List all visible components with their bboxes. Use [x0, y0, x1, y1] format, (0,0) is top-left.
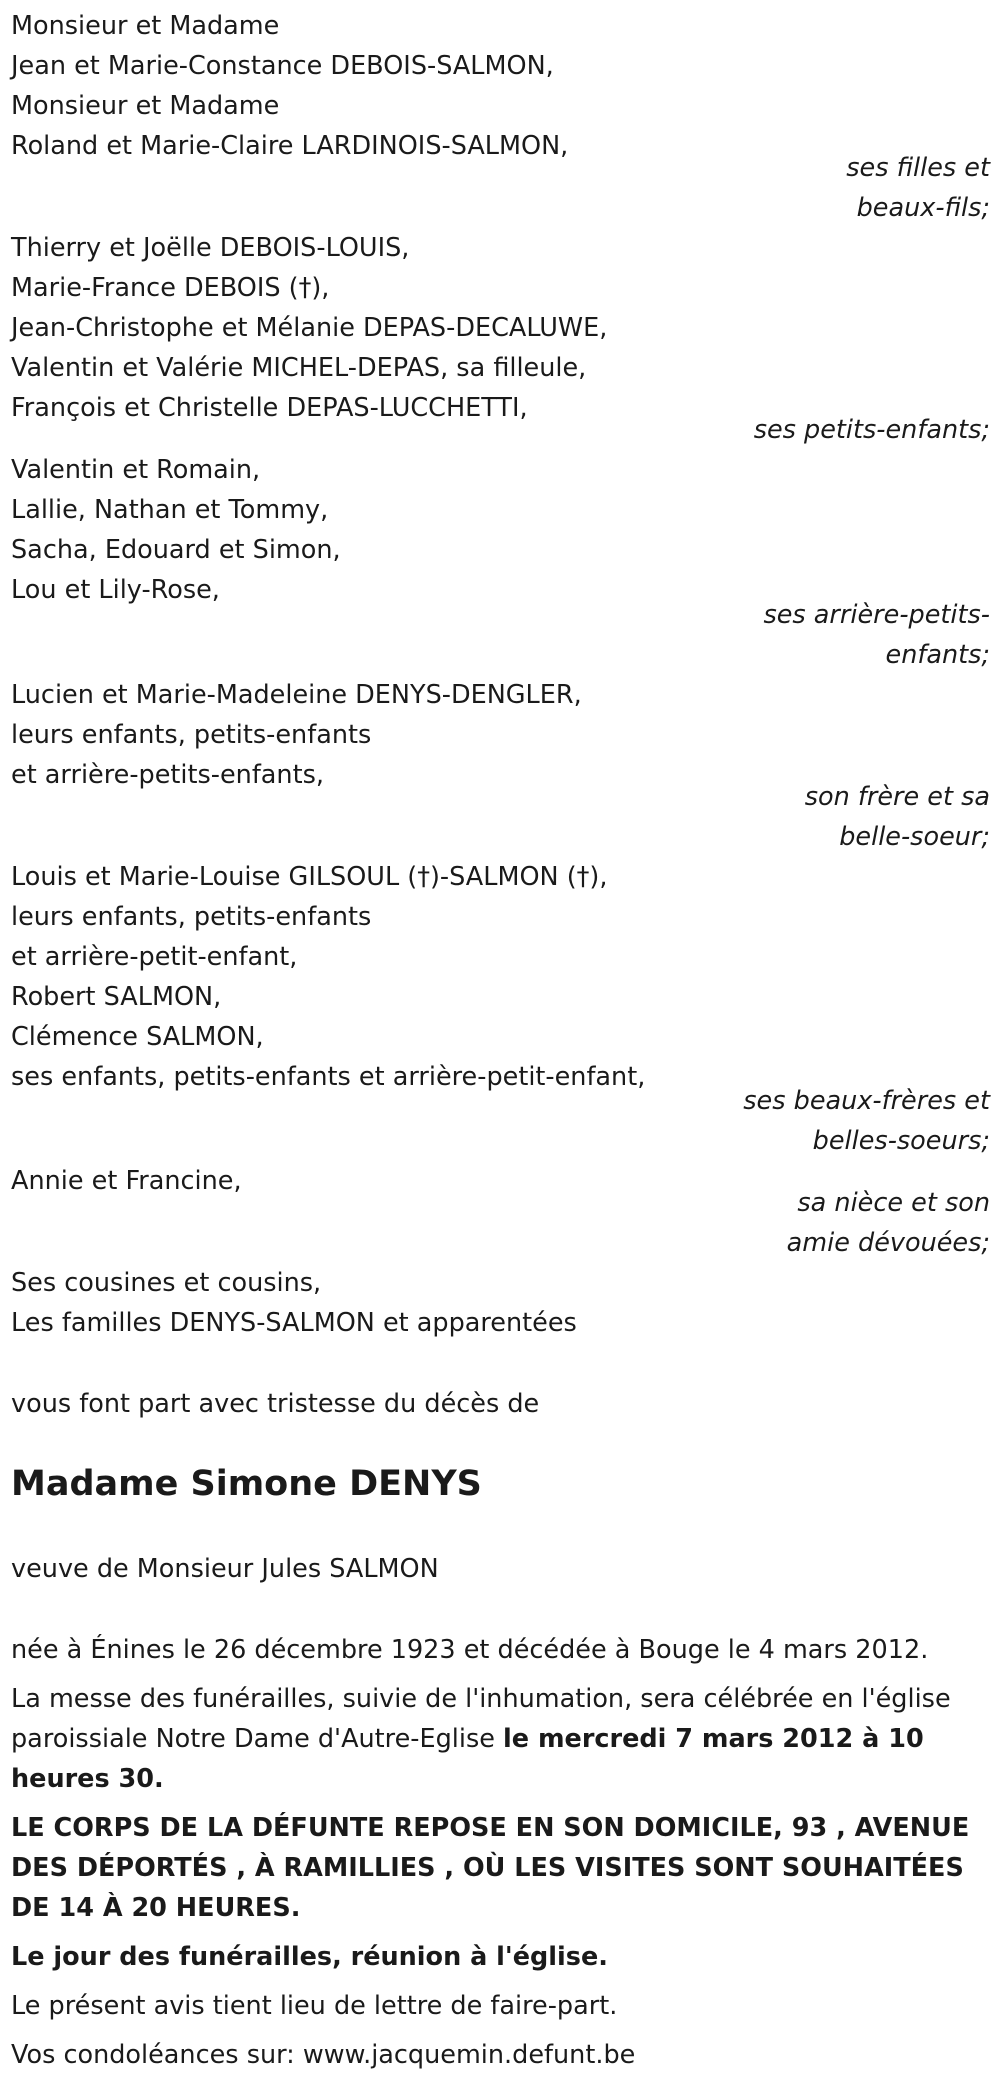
family-name-line: Valentin et Valérie MICHEL-DEPAS, sa filleule, — [11, 353, 587, 383]
family-name-line: et arrière-petit-enfant, — [11, 942, 298, 972]
relation-label-brother: son frère et sa belle-soeur; — [804, 782, 990, 852]
funeral-day-text: Le jour des funérailles, réunion à l'église. — [11, 1942, 608, 1972]
notice-text: Le présent avis tient lieu de lettre de faire-part. — [11, 1991, 618, 2021]
family-name-line: Annie et Francine, — [11, 1166, 242, 1196]
family-name-line: ses enfants, petits-enfants et arrière-petit-enfant, — [11, 1062, 646, 1092]
family-name-line: Lucien et Marie-Madeleine DENYS-DENGLER, — [11, 680, 582, 710]
family-name-line: Robert SALMON, — [11, 982, 222, 1012]
family-name-line: Ses cousines et cousins, — [11, 1268, 322, 1298]
family-group-cousins — [11, 1263, 577, 1343]
family-name-line: Valentin et Romain, — [11, 455, 261, 485]
family-name-line: leurs enfants, petits-enfants — [11, 902, 372, 932]
family-name-line: Thierry et Joëlle DEBOIS-LOUIS, — [11, 233, 410, 263]
family-name-line: leurs enfants, petits-enfants — [11, 720, 372, 750]
family-group-great-grandchildren — [11, 450, 341, 610]
body-repose-text: LE CORPS DE LA DÉFUNTE REPOSE EN SON DOMICILE, 93 , AVENUE DES DÉPORTÉS , À RAMILLIES , OÙ LES VISITES SONT SOUHAITÉES DE 14 À 20 HEURES. — [11, 1813, 970, 1923]
funeral-details — [11, 1630, 986, 2075]
family-group-grandchildren — [11, 228, 607, 428]
family-name-line: Les familles DENYS-SALMON et apparentées — [11, 1308, 577, 1338]
mass-text — [11, 1679, 986, 1799]
relation-label-in-laws: ses beaux-frères et belles-soeurs; — [743, 1086, 990, 1156]
family-name-line: François et Christelle DEPAS-LUCCHETTI, — [11, 393, 528, 423]
family-name-line: Louis et Marie-Louise GILSOUL (†)-SALMON (†), — [11, 862, 608, 892]
relation-label-daughters: ses filles et beaux-fils; — [846, 153, 990, 223]
family-group-brother — [11, 675, 582, 795]
relation-label-grandchildren: ses petits-enfants; — [753, 415, 990, 445]
family-name-line: Lou et Lily-Rose, — [11, 575, 220, 605]
family-name-line: et arrière-petits-enfants, — [11, 760, 324, 790]
condolences-text: Vos condoléances sur: www.jacquemin.defunt.be — [11, 2040, 636, 2070]
widow-of-text: veuve de Monsieur Jules SALMON — [11, 1554, 439, 1584]
family-name-line: Jean-Christophe et Mélanie DEPAS-DECALUWE, — [11, 313, 608, 343]
deceased-name: Madame Simone DENYS — [11, 1464, 482, 1504]
relation-label-great-grandchildren: ses arrière-petits- enfants; — [763, 600, 990, 670]
announcement-text: vous font part avec tristesse du décès de — [11, 1389, 540, 1419]
family-name-line: Monsieur et Madame — [11, 11, 280, 41]
family-name-line: Marie-France DEBOIS (†), — [11, 273, 330, 303]
family-group-daughters — [11, 6, 568, 166]
mass-date: le mercredi 7 mars 2012 à 10 heures 30. — [11, 1724, 924, 1794]
family-name-line: Jean et Marie-Constance DEBOIS-SALMON, — [11, 51, 554, 81]
family-name-line: Lallie, Nathan et Tommy, — [11, 495, 329, 525]
mass-description: La messe des funérailles, suivie de l'inhumation, sera célébrée en l'église paroissiale Notre Dame d'Autre-Eglise — [11, 1684, 951, 1754]
family-name-line: Monsieur et Madame — [11, 91, 280, 121]
family-name-line: Clémence SALMON, — [11, 1022, 264, 1052]
relation-label-niece: sa nièce et son amie dévouées; — [786, 1188, 990, 1258]
family-name-line: Sacha, Edouard et Simon, — [11, 535, 341, 565]
family-group-niece — [11, 1161, 242, 1201]
family-group-in-laws — [11, 857, 645, 1097]
family-name-line: Roland et Marie-Claire LARDINOIS-SALMON, — [11, 131, 569, 161]
birth-death-text: née à Énines le 26 décembre 1923 et décédée à Bouge le 4 mars 2012. — [11, 1635, 929, 1665]
